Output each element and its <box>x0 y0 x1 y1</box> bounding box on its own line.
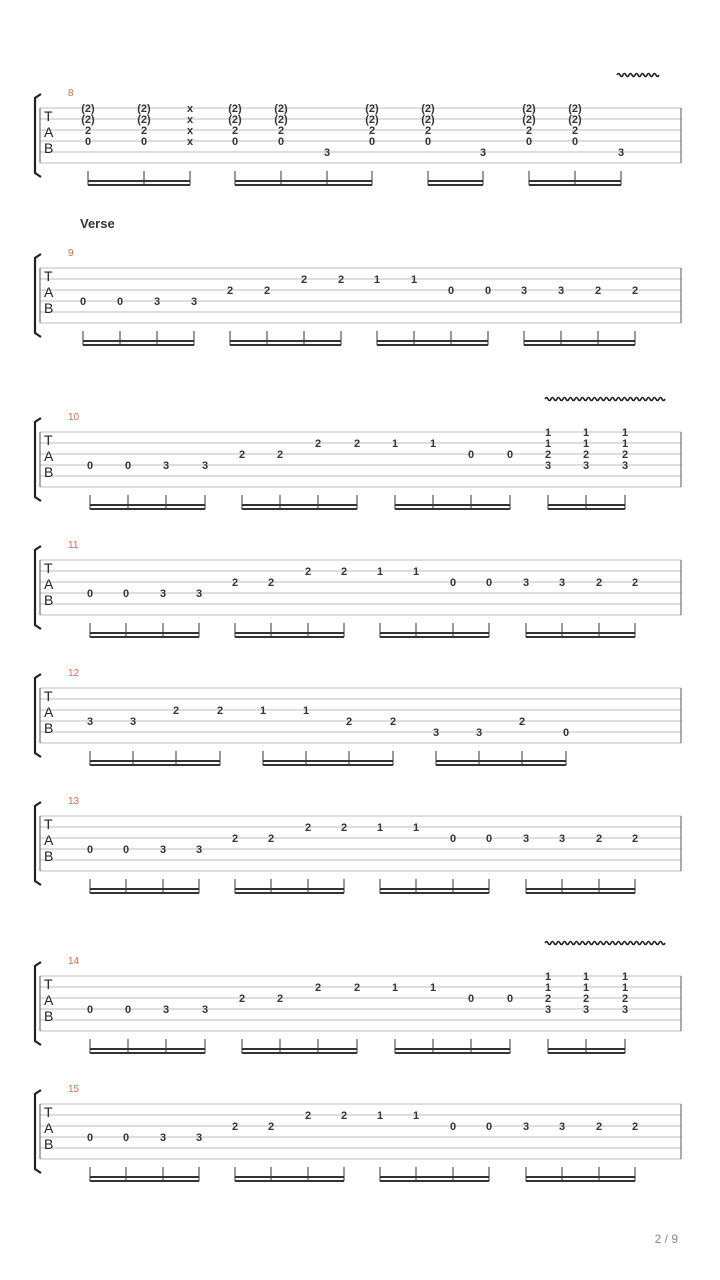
fret-number: 3 <box>201 460 209 472</box>
fret-number: 3 <box>544 1004 552 1016</box>
tab-clef-letter: T <box>44 976 53 992</box>
fret-number: 2 <box>518 716 526 728</box>
fret-number: 2 <box>300 274 308 286</box>
fret-number: (2) <box>365 114 379 126</box>
fret-number: 3 <box>190 296 198 308</box>
fret-number: 0 <box>79 296 87 308</box>
fret-number: 1 <box>412 566 420 578</box>
fret-number: 2 <box>582 449 590 461</box>
fret-number: 3 <box>159 844 167 856</box>
tab-clef-letter: A <box>44 576 54 592</box>
fret-number: 0 <box>506 993 514 1005</box>
tab-system-9 <box>35 216 681 345</box>
fret-number: 3 <box>86 716 94 728</box>
tab-clef-letter: A <box>44 284 54 300</box>
fret-number: 2 <box>525 125 533 137</box>
tab-clef-letter: B <box>44 464 54 480</box>
fret-number: 2 <box>238 449 246 461</box>
fret-number: (2) <box>568 114 582 126</box>
fret-number: (2) <box>365 103 379 115</box>
fret-number: 3 <box>522 833 530 845</box>
fret-number: 0 <box>124 1004 132 1016</box>
fret-number: 2 <box>594 285 602 297</box>
fret-number: (2) <box>137 114 151 126</box>
tab-system-15 <box>35 1084 681 1181</box>
tab-clef-letter: T <box>44 560 53 576</box>
fret-number: 3 <box>162 1004 170 1016</box>
fret-number: 2 <box>277 125 285 137</box>
tab-system-14 <box>35 942 681 1054</box>
fret-number: 0 <box>571 136 579 148</box>
fret-number: 0 <box>122 588 130 600</box>
fret-number: 0 <box>485 1121 493 1133</box>
fret-number: 3 <box>522 577 530 589</box>
tab-clef-letter: B <box>44 720 54 736</box>
fret-number: 3 <box>479 147 487 159</box>
vibrato-mark <box>617 74 659 77</box>
fret-number: 3 <box>558 1121 566 1133</box>
fret-number: 2 <box>544 993 552 1005</box>
page-number: 2 / 9 <box>654 1232 678 1246</box>
tab-clef-letter: B <box>44 1136 54 1152</box>
fret-number: 0 <box>449 1121 457 1133</box>
tab-system-8 <box>35 74 681 186</box>
fret-number: (2) <box>421 114 435 126</box>
fret-number: 0 <box>525 136 533 148</box>
fret-number: x <box>186 136 194 148</box>
fret-number: 3 <box>475 727 483 739</box>
fret-number: 0 <box>447 285 455 297</box>
fret-number: 2 <box>304 1110 312 1122</box>
measure-number: 10 <box>68 412 80 423</box>
fret-number: 2 <box>595 833 603 845</box>
fret-number: 1 <box>544 438 552 450</box>
fret-number: 3 <box>159 1132 167 1144</box>
tab-clef-letter: T <box>44 432 53 448</box>
tab-system-12 <box>35 668 681 765</box>
tab-clef-letter: A <box>44 832 54 848</box>
fret-number: 3 <box>323 147 331 159</box>
tab-clef-letter: B <box>44 592 54 608</box>
fret-number: 2 <box>340 822 348 834</box>
fret-number: 1 <box>621 971 629 983</box>
fret-number: 3 <box>162 460 170 472</box>
fret-number: 2 <box>267 833 275 845</box>
fret-number: 2 <box>231 833 239 845</box>
fret-number: 2 <box>238 993 246 1005</box>
measure-number: 15 <box>68 1084 80 1095</box>
measure-number: 8 <box>68 88 74 99</box>
fret-number: 3 <box>544 460 552 472</box>
fret-number: 3 <box>582 460 590 472</box>
fret-number: 1 <box>412 1110 420 1122</box>
fret-number: 0 <box>231 136 239 148</box>
fret-number: (2) <box>274 114 288 126</box>
fret-number: 2 <box>340 1110 348 1122</box>
fret-number: 2 <box>621 993 629 1005</box>
fret-number: 3 <box>195 588 203 600</box>
fret-number: 2 <box>231 1121 239 1133</box>
tab-clef-letter: A <box>44 704 54 720</box>
fret-number: 2 <box>216 705 224 717</box>
fret-number: 0 <box>449 833 457 845</box>
fret-number: 1 <box>582 427 590 439</box>
fret-number: 2 <box>314 438 322 450</box>
tab-clef-letter: A <box>44 992 54 1008</box>
fret-number: 1 <box>391 982 399 994</box>
fret-number: 3 <box>520 285 528 297</box>
fret-number: 2 <box>631 833 639 845</box>
fret-number: 2 <box>389 716 397 728</box>
fret-number: (2) <box>81 103 95 115</box>
fret-number: 1 <box>621 982 629 994</box>
fret-number: 3 <box>159 588 167 600</box>
fret-number: x <box>186 125 194 137</box>
fret-number: 0 <box>485 833 493 845</box>
vibrato-mark <box>545 942 665 945</box>
fret-number: 3 <box>557 285 565 297</box>
vibrato-mark <box>545 398 665 401</box>
fret-number: 1 <box>582 438 590 450</box>
fret-number: 3 <box>621 1004 629 1016</box>
measure-number: 14 <box>68 956 80 967</box>
fret-number: 0 <box>467 993 475 1005</box>
fret-number: 1 <box>429 438 437 450</box>
fret-number: (2) <box>137 103 151 115</box>
fret-number: 2 <box>631 577 639 589</box>
measure-number: 9 <box>68 248 74 259</box>
fret-number: 1 <box>259 705 267 717</box>
fret-number: (2) <box>522 114 536 126</box>
fret-number: 0 <box>424 136 432 148</box>
fret-number: 1 <box>376 1110 384 1122</box>
fret-number: 1 <box>544 427 552 439</box>
fret-number: 0 <box>368 136 376 148</box>
fret-number: 3 <box>195 844 203 856</box>
fret-number: x <box>186 114 194 126</box>
fret-number: 1 <box>621 438 629 450</box>
tab-clef-letter: A <box>44 124 54 140</box>
fret-number: 1 <box>429 982 437 994</box>
fret-number: 3 <box>129 716 137 728</box>
fret-number: 1 <box>412 822 420 834</box>
fret-number: 0 <box>86 588 94 600</box>
fret-number: 1 <box>373 274 381 286</box>
fret-number: 0 <box>506 449 514 461</box>
fret-number: 3 <box>617 147 625 159</box>
fret-number: 2 <box>140 125 148 137</box>
fret-number: 0 <box>122 844 130 856</box>
tab-clef-letter: A <box>44 448 54 464</box>
fret-number: 2 <box>340 566 348 578</box>
measure-number: 13 <box>68 796 80 807</box>
fret-number: 2 <box>424 125 432 137</box>
fret-number: 1 <box>544 971 552 983</box>
fret-number: 0 <box>140 136 148 148</box>
fret-number: 2 <box>631 285 639 297</box>
fret-number: (2) <box>228 114 242 126</box>
fret-number: 2 <box>267 1121 275 1133</box>
fret-number: 2 <box>621 449 629 461</box>
fret-number: 3 <box>153 296 161 308</box>
fret-number: 3 <box>201 1004 209 1016</box>
fret-number: 2 <box>314 982 322 994</box>
fret-number: 1 <box>410 274 418 286</box>
fret-number: 2 <box>231 577 239 589</box>
fret-number: 1 <box>302 705 310 717</box>
fret-number: 0 <box>84 136 92 148</box>
fret-number: 2 <box>84 125 92 137</box>
fret-number: 1 <box>376 566 384 578</box>
fret-number: 2 <box>345 716 353 728</box>
fret-number: 2 <box>595 1121 603 1133</box>
measure-number: 12 <box>68 668 80 679</box>
tab-system-13 <box>35 796 681 893</box>
fret-number: 0 <box>86 1004 94 1016</box>
fret-number: 1 <box>376 822 384 834</box>
tab-clef-letter: T <box>44 268 53 284</box>
tab-clef-letter: B <box>44 140 54 156</box>
fret-number: 0 <box>484 285 492 297</box>
fret-number: 1 <box>582 971 590 983</box>
fret-number: 3 <box>558 577 566 589</box>
fret-number: 0 <box>86 844 94 856</box>
section-label: Verse <box>80 216 115 231</box>
fret-number: 2 <box>172 705 180 717</box>
fret-number: 0 <box>124 460 132 472</box>
fret-number: 0 <box>122 1132 130 1144</box>
fret-number: 0 <box>467 449 475 461</box>
fret-number: 2 <box>353 982 361 994</box>
tab-clef-letter: B <box>44 1008 54 1024</box>
tab-system-10 <box>35 398 681 510</box>
fret-number: 2 <box>226 285 234 297</box>
tab-clef-letter: B <box>44 848 54 864</box>
tab-clef-letter: T <box>44 688 53 704</box>
fret-number: (2) <box>274 103 288 115</box>
fret-number: 2 <box>267 577 275 589</box>
fret-number: 0 <box>449 577 457 589</box>
fret-number: 0 <box>116 296 124 308</box>
fret-number: 2 <box>276 449 284 461</box>
tab-system-11 <box>35 540 681 637</box>
fret-number: 2 <box>276 993 284 1005</box>
fret-number: 2 <box>231 125 239 137</box>
fret-number: 3 <box>582 1004 590 1016</box>
tab-clef-letter: T <box>44 1104 53 1120</box>
fret-number: 0 <box>562 727 570 739</box>
fret-number: 2 <box>304 566 312 578</box>
fret-number: 1 <box>621 427 629 439</box>
fret-number: 3 <box>195 1132 203 1144</box>
fret-number: 0 <box>485 577 493 589</box>
fret-number: (2) <box>81 114 95 126</box>
tab-clef-letter: B <box>44 300 54 316</box>
fret-number: (2) <box>568 103 582 115</box>
fret-number: 3 <box>432 727 440 739</box>
fret-number: 1 <box>391 438 399 450</box>
fret-number: 2 <box>353 438 361 450</box>
fret-number: 2 <box>337 274 345 286</box>
tab-clef-letter: T <box>44 816 53 832</box>
tab-clef-letter: T <box>44 108 53 124</box>
fret-number: 2 <box>595 577 603 589</box>
fret-number: x <box>186 103 194 115</box>
fret-number: 3 <box>621 460 629 472</box>
fret-number: 0 <box>86 1132 94 1144</box>
fret-number: 3 <box>522 1121 530 1133</box>
fret-number: 1 <box>582 982 590 994</box>
fret-number: 2 <box>582 993 590 1005</box>
measure-number: 11 <box>68 540 79 551</box>
fret-number: 2 <box>304 822 312 834</box>
fret-number: (2) <box>522 103 536 115</box>
fret-number: 3 <box>558 833 566 845</box>
tab-clef-letter: A <box>44 1120 54 1136</box>
fret-number: 2 <box>571 125 579 137</box>
fret-number: 0 <box>277 136 285 148</box>
fret-number: 2 <box>368 125 376 137</box>
fret-number: (2) <box>421 103 435 115</box>
fret-number: 2 <box>263 285 271 297</box>
fret-number: 2 <box>631 1121 639 1133</box>
fret-number: 2 <box>544 449 552 461</box>
fret-number: 1 <box>544 982 552 994</box>
fret-number: (2) <box>228 103 242 115</box>
fret-number: 0 <box>86 460 94 472</box>
